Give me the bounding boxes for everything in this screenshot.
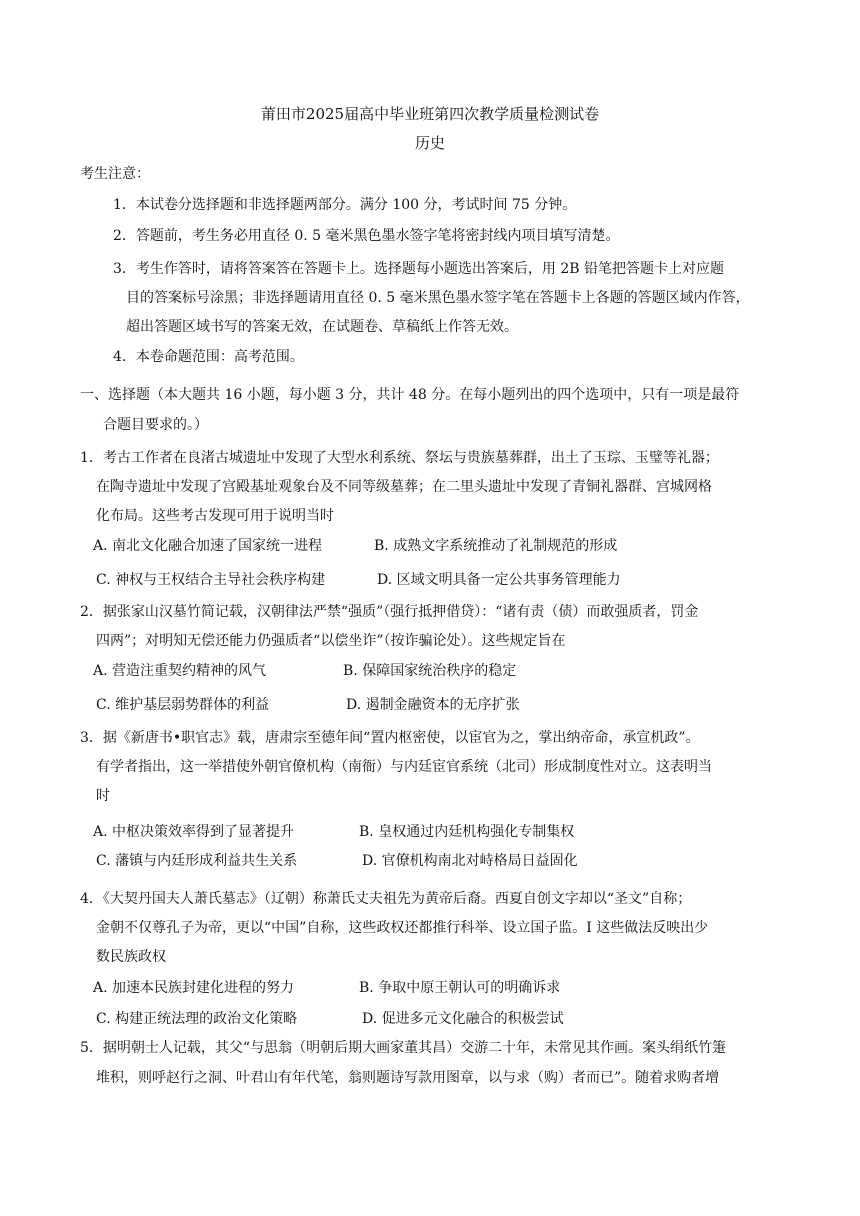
question-stem: 4．《大契丹国夫人萧氏墓志》（辽朝）称萧氏丈夫祖先为黄帝后裔。西夏自创文字却以“圣文”自称； — [80, 891, 692, 907]
option-d: D. 遏制金融资本的无序扩张 — [346, 697, 520, 713]
option-c: C. 维护基层弱势群体的利益 — [96, 697, 270, 713]
question-stem: 3．据《新唐书•职官志》载，唐肃宗至德年间“置内枢密使，以宦官为之，掌出纳帝命，承宣机政”。 — [80, 730, 700, 746]
option-b: B. 保障国家统治秩序的稳定 — [343, 663, 517, 679]
option-c: C. 构建正统法理的政治文化策略 — [96, 1011, 298, 1027]
question-stem-cont: 时 — [96, 788, 110, 804]
option-a: A. 加速本民族封建化进程的努力 — [93, 980, 295, 996]
option-d: D. 官僚机构南北对峙格局日益固化 — [362, 853, 578, 869]
option-b: B. 争取中原王朝认可的明确诉求 — [359, 980, 561, 996]
question-stem-cont: 金朝不仅尊孔子为帝，更以“中国”自称，这些政权还都推行科举、设立国子监。I 这些做法反映出少 — [96, 920, 709, 936]
option-c: C. 神权与王权结合主导社会秩序构建 — [96, 572, 326, 588]
question-stem: 1．考古工作者在良渚古城遗址中发现了大型水利系统、祭坛与贵族墓葬群，出土了玉琮、玉璧等礼器； — [80, 450, 719, 466]
question-stem: 2．据张家山汉墓竹简记载，汉朝律法严禁“强质”（强行抵押借贷）：“诸有责（债）而敢强质者，罚金 — [80, 604, 699, 620]
option-c: C. 藩镇与内廷形成利益共生关系 — [96, 853, 298, 869]
option-b: B. 皇权通过内廷机构强化专制集权 — [359, 824, 575, 840]
notice-item: 4．本卷命题范围：高考范围。 — [113, 349, 304, 365]
option-d: D. 促进多元文化融合的积极尝试 — [362, 1011, 564, 1027]
question-stem-cont: 数民族政权 — [96, 949, 166, 965]
notice-item-cont: 超出答题区域书写的答案无效，在试题卷、草稿纸上作答无效。 — [126, 319, 518, 335]
notice-item: 1．本试卷分选择题和非选择题两部分。满分 100 分，考试时间 75 分钟。 — [113, 197, 577, 213]
section-heading-cont: 合题目要求的。） — [103, 417, 208, 433]
question-stem-cont: 在陶寺遗址中发现了宫殿基址观象台及不同等级墓葬；在二里头遗址中发现了青铜礼器群、宫城网格 — [96, 479, 712, 495]
question-stem: 5．据明朝士人记载，其父“与思翁（明朝后期大画家董其昌）交游二十年，未常见其作画。案头绢纸竹箑 — [80, 1040, 727, 1056]
option-a: A. 南北文化融合加速了国家统一进程 — [93, 538, 323, 554]
notice-heading: 考生注意： — [80, 166, 150, 182]
option-b: B. 成熟文字系统推动了礼制规范的形成 — [374, 538, 618, 554]
notice-item-cont: 目的答案标号涂黑；非选择题请用直径 0. 5 毫米黑色墨水签字笔在答题卡上各题的答题区域内作答， — [126, 290, 750, 306]
question-stem-cont: 堆积，则呼赵行之洞、叶君山有年代笔，翁则题诗写款用图章，以与求（购）者而已”。随着求购者增 — [96, 1070, 720, 1086]
exam-title: 莆田市2025届高中毕业班第四次教学质量检测试卷 — [260, 105, 600, 123]
option-a: A. 中枢决策效率得到了显著提升 — [93, 824, 295, 840]
option-a: A. 营造注重契约精神的风气 — [93, 663, 267, 679]
question-stem-cont: 化布局。这些考古发现可用于说明当时 — [96, 508, 334, 524]
section-heading: 一、选择题（本大题共 16 小题，每小题 3 分，共计 48 分。在每小题列出的四个选项中，只有一项是最符 — [80, 387, 740, 403]
notice-item: 3．考生作答时，请将答案答在答题卡上。选择题每小题选出答案后，用 2B 铅笔把答题卡上对应题 — [113, 261, 725, 277]
notice-item: 2．答题前，考生务必用直径 0. 5 毫米黑色墨水签字笔将密封线内项目填写清楚。 — [113, 228, 620, 244]
subject-title: 历史 — [414, 134, 445, 152]
option-d: D. 区域文明具备一定公共事务管理能力 — [377, 572, 621, 588]
question-stem-cont: 有学者指出，这一举措使外朝官僚机构（南衙）与内廷宦官系统（北司）形成制度性对立。这表明当 — [96, 759, 712, 775]
question-stem-cont: 四两”；对明知无偿还能力仍强质者“以偿坐诈”（按诈骗论处）。这些规定旨在 — [96, 633, 566, 649]
